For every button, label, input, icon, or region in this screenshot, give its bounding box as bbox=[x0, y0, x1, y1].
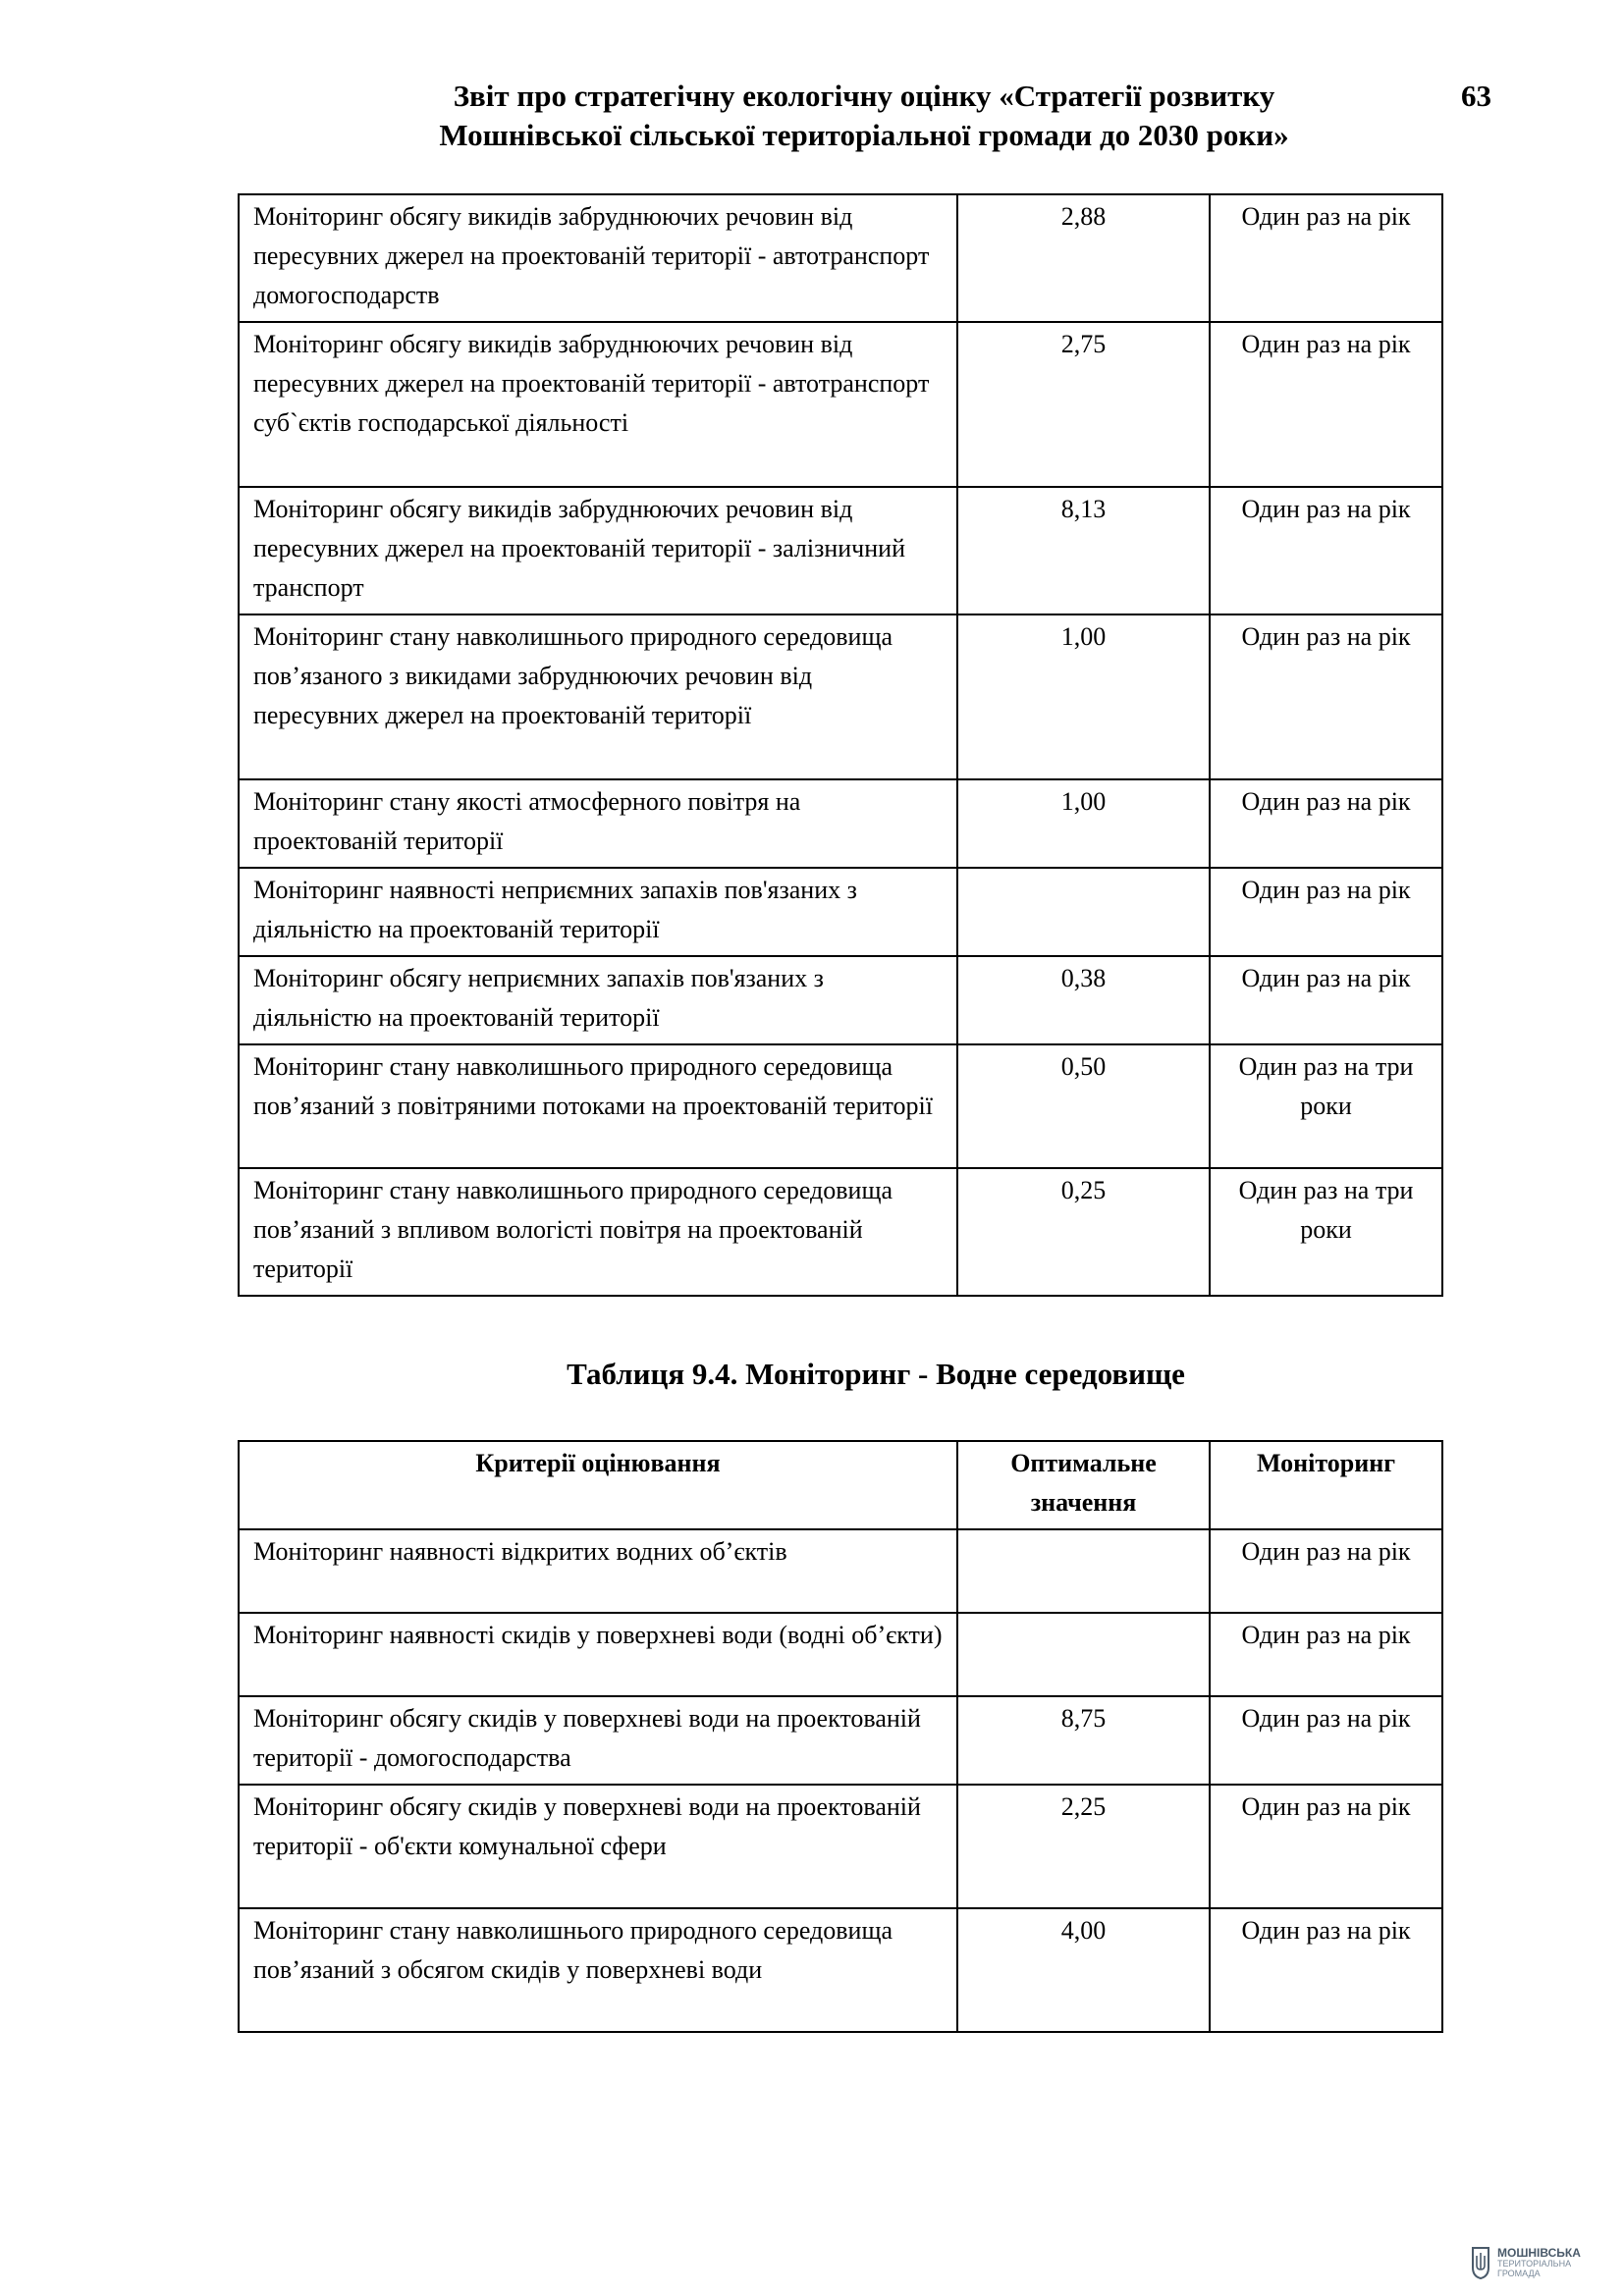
criterion-cell: Моніторинг наявності неприємних запахів пов'язаних з діяльністю на проектованій території bbox=[239, 868, 957, 956]
criterion-cell: Моніторинг обсягу викидів забруднюючих речовин від пересувних джерел на проектованій території - автотранспорт домогосподарств bbox=[239, 194, 957, 322]
criterion-cell: Моніторинг стану навколишнього природного середовища пов’язаного з викидами забруднюючих речовин від пересувних джерел на проектованій території bbox=[239, 614, 957, 779]
monitoring-cell: Один раз на три роки bbox=[1210, 1044, 1442, 1168]
monitoring-cell: Один раз на рік bbox=[1210, 956, 1442, 1044]
value-cell: 2,75 bbox=[957, 322, 1210, 487]
criterion-cell: Моніторинг обсягу викидів забруднюючих речовин від пересувних джерел на проектованій території - залізничний транспорт bbox=[239, 487, 957, 614]
table-row bbox=[239, 1908, 1442, 2032]
trident-icon bbox=[1470, 2246, 1491, 2279]
value-cell: 0,25 bbox=[957, 1168, 1210, 1296]
monitoring-cell: Один раз на рік bbox=[1210, 194, 1442, 322]
column-header-criterion: Критерії оцінювання bbox=[239, 1441, 957, 1529]
monitoring-cell: Один раз на рік bbox=[1210, 487, 1442, 614]
table-row bbox=[239, 1613, 1442, 1696]
table-row bbox=[239, 1168, 1442, 1296]
table-row bbox=[239, 487, 1442, 614]
logo-title: МОШНІВСЬКА bbox=[1497, 2246, 1581, 2260]
table-row bbox=[239, 194, 1442, 322]
criterion-cell: Моніторинг наявності скидів у поверхневі води (водні об’єкти) bbox=[239, 1613, 957, 1696]
table-row bbox=[239, 1044, 1442, 1168]
monitoring-cell: Один раз на рік bbox=[1210, 1785, 1442, 1908]
page-header bbox=[373, 77, 1355, 155]
air-monitoring-table bbox=[238, 193, 1443, 1297]
monitoring-cell: Один раз на рік bbox=[1210, 1908, 1442, 2032]
value-cell bbox=[957, 1613, 1210, 1696]
criterion-cell: Моніторинг стану навколишнього природного середовища пов’язаний з впливом вологісті повітря на проектованій території bbox=[239, 1168, 957, 1296]
monitoring-cell: Один раз на рік bbox=[1210, 614, 1442, 779]
value-cell: 0,50 bbox=[957, 1044, 1210, 1168]
value-cell: 0,38 bbox=[957, 956, 1210, 1044]
table-caption: Таблиця 9.4. Моніторинг - Водне середовище bbox=[567, 1357, 1185, 1391]
value-cell: 8,75 bbox=[957, 1696, 1210, 1785]
criterion-cell: Моніторинг обсягу неприємних запахів пов'язаних з діяльністю на проектованій території bbox=[239, 956, 957, 1044]
table-row bbox=[239, 614, 1442, 779]
column-header-monitoring: Моніторинг bbox=[1210, 1441, 1442, 1529]
monitoring-cell: Один раз на рік bbox=[1210, 1613, 1442, 1696]
criterion-cell: Моніторинг обсягу викидів забруднюючих речовин від пересувних джерел на проектованій території - автотранспорт суб`єктів господарської діяльності bbox=[239, 322, 957, 487]
value-cell: 1,00 bbox=[957, 779, 1210, 868]
monitoring-cell: Один раз на рік bbox=[1210, 779, 1442, 868]
value-cell: 1,00 bbox=[957, 614, 1210, 779]
monitoring-cell: Один раз на рік bbox=[1210, 1529, 1442, 1613]
criterion-cell: Моніторинг обсягу скидів у поверхневі води на проектованій території - домогосподарства bbox=[239, 1696, 957, 1785]
table-row bbox=[239, 322, 1442, 487]
header-line-2: Мошнівської сільської територіальної громади до 2030 роки» bbox=[439, 118, 1289, 152]
value-cell: 2,88 bbox=[957, 194, 1210, 322]
criterion-cell: Моніторинг обсягу скидів у поверхневі води на проектованій території - об'єкти комунальної сфери bbox=[239, 1785, 957, 1908]
logo-subtitle-2: ГРОМАДА bbox=[1497, 2269, 1541, 2278]
table-row bbox=[239, 1785, 1442, 1908]
criterion-cell: Моніторинг стану навколишнього природного середовища пов’язаний з повітряними потоками на проектованій території bbox=[239, 1044, 957, 1168]
monitoring-cell: Один раз на три роки bbox=[1210, 1168, 1442, 1296]
table-row bbox=[239, 779, 1442, 868]
monitoring-cell: Один раз на рік bbox=[1210, 868, 1442, 956]
monitoring-cell: Один раз на рік bbox=[1210, 322, 1442, 487]
water-monitoring-table bbox=[238, 1440, 1443, 2033]
community-logo bbox=[1470, 2246, 1581, 2279]
value-cell: 4,00 bbox=[957, 1908, 1210, 2032]
page-number: 63 bbox=[1461, 79, 1491, 113]
table-header-row bbox=[239, 1441, 1442, 1529]
table-row bbox=[239, 1529, 1442, 1613]
column-header-value: Оптимальне значення bbox=[957, 1441, 1210, 1529]
criterion-cell: Моніторинг стану навколишнього природного середовища пов’язаний з обсягом скидів у поверхневі води bbox=[239, 1908, 957, 2032]
table-row bbox=[239, 1696, 1442, 1785]
value-cell: 2,25 bbox=[957, 1785, 1210, 1908]
value-cell bbox=[957, 868, 1210, 956]
table-row bbox=[239, 956, 1442, 1044]
criterion-cell: Моніторинг стану якості атмосферного повітря на проектованій території bbox=[239, 779, 957, 868]
value-cell bbox=[957, 1529, 1210, 1613]
monitoring-cell: Один раз на рік bbox=[1210, 1696, 1442, 1785]
header-line-1: Звіт про стратегічну екологічну оцінку «Стратегії розвитку bbox=[453, 79, 1275, 113]
table-row bbox=[239, 868, 1442, 956]
logo-subtitle-1: ТЕРИТОРІАЛЬНА bbox=[1497, 2259, 1572, 2269]
value-cell: 8,13 bbox=[957, 487, 1210, 614]
criterion-cell: Моніторинг наявності відкритих водних об’єктів bbox=[239, 1529, 957, 1613]
